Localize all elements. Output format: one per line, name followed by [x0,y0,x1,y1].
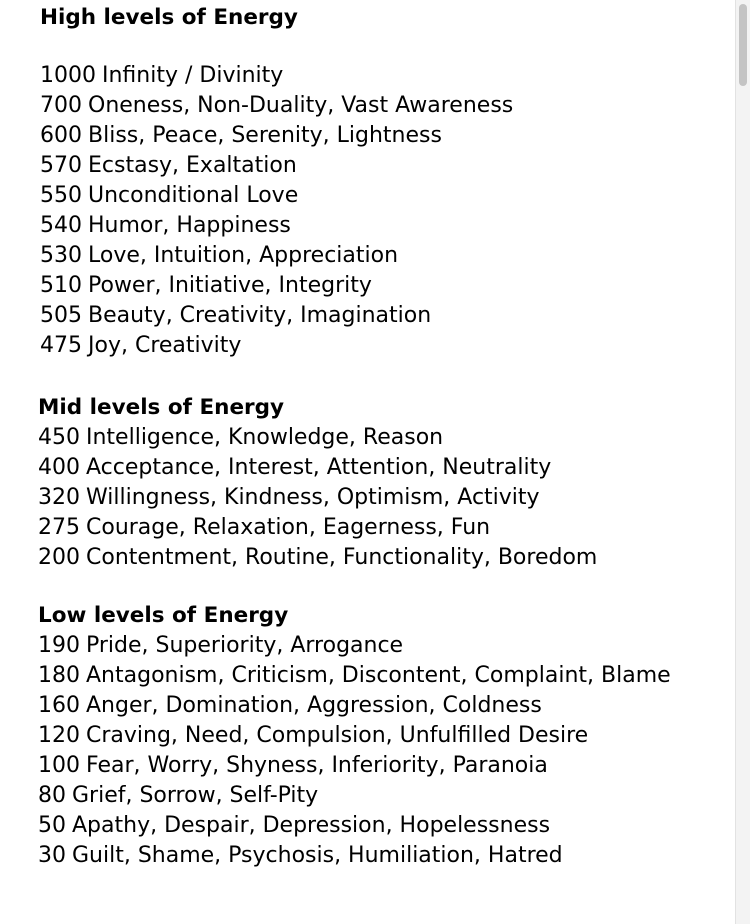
list-item [38,781,678,811]
list-item [40,211,730,241]
list-item [40,301,730,331]
level-states: Craving, Need, Compulsion, Unfulfilled Desire [86,723,589,748]
high-levels-list [40,61,730,361]
level-states: Ecstasy, Exaltation [88,153,297,178]
level-value: 120 [38,723,80,748]
level-value: 700 [40,93,82,118]
list-item [38,453,728,483]
list-item [38,543,728,573]
level-value: 550 [40,183,82,208]
list-item [40,181,730,211]
mid-levels-list [38,423,728,573]
level-states: Beauty, Creativity, Imagination [88,303,432,328]
list-item [40,151,730,181]
level-states: Love, Intuition, Appreciation [88,243,399,268]
low-levels-list [38,631,678,871]
level-states: Willingness, Kindness, Optimism, Activity [86,485,540,510]
level-states: Antagonism, Criticism, Discontent, Complaint, Blame [86,663,671,688]
list-item [38,483,728,513]
level-value: 180 [38,663,80,688]
level-states: Unconditional Love [88,183,299,208]
scrollbar-thumb[interactable] [739,4,747,86]
level-states: Power, Initiative, Integrity [88,273,372,298]
level-value: 600 [40,123,82,148]
list-item [38,721,678,751]
level-states: Joy, Creativity [88,333,242,358]
level-value: 505 [40,303,82,328]
level-states: Apathy, Despair, Depression, Hopelessness [72,813,551,838]
list-item [40,121,730,151]
level-states: Pride, Superiority, Arrogance [86,633,404,658]
list-item [38,513,728,543]
list-item [38,691,678,721]
list-item [38,631,678,661]
list-item [40,271,730,301]
level-value: 30 [38,843,66,868]
level-value: 475 [40,333,82,358]
section-heading-low: Low levels of Energy [38,603,289,628]
level-states: Anger, Domination, Aggression, Coldness [86,693,542,718]
list-item [38,841,678,871]
level-states: Oneness, Non-Duality, Vast Awareness [88,93,514,118]
level-value: 50 [38,813,66,838]
level-states: Bliss, Peace, Serenity, Lightness [88,123,442,148]
list-item [38,423,728,453]
level-value: 510 [40,273,82,298]
section-heading-high: High levels of Energy [40,5,298,30]
level-value: 160 [38,693,80,718]
level-value: 320 [38,485,80,510]
level-value: 530 [40,243,82,268]
vertical-scrollbar[interactable] [735,0,750,924]
list-item [40,61,730,91]
level-value: 190 [38,633,80,658]
level-states: Intelligence, Knowledge, Reason [86,425,444,450]
level-value: 80 [38,783,66,808]
list-item [40,331,730,361]
level-value: 400 [38,455,80,480]
level-value: 100 [38,753,80,778]
level-value: 570 [40,153,82,178]
level-states: Grief, Sorrow, Self-Pity [72,783,319,808]
level-states: Contentment, Routine, Functionality, Boredom [86,545,598,570]
list-item [38,751,678,781]
list-item [38,811,678,841]
level-value: 540 [40,213,82,238]
list-item [40,241,730,271]
level-states: Infinity / Divinity [102,63,284,88]
level-states: Courage, Relaxation, Eagerness, Fun [86,515,491,540]
level-states: Acceptance, Interest, Attention, Neutrality [86,455,552,480]
level-states: Humor, Happiness [88,213,291,238]
level-states: Guilt, Shame, Psychosis, Humiliation, Hatred [72,843,563,868]
level-value: 275 [38,515,80,540]
list-item [38,661,678,691]
level-states: Fear, Worry, Shyness, Inferiority, Paranoia [86,753,548,778]
level-value: 450 [38,425,80,450]
level-value: 1000 [40,63,96,88]
list-item [40,91,730,121]
level-value: 200 [38,545,80,570]
section-heading-mid: Mid levels of Energy [38,395,285,420]
